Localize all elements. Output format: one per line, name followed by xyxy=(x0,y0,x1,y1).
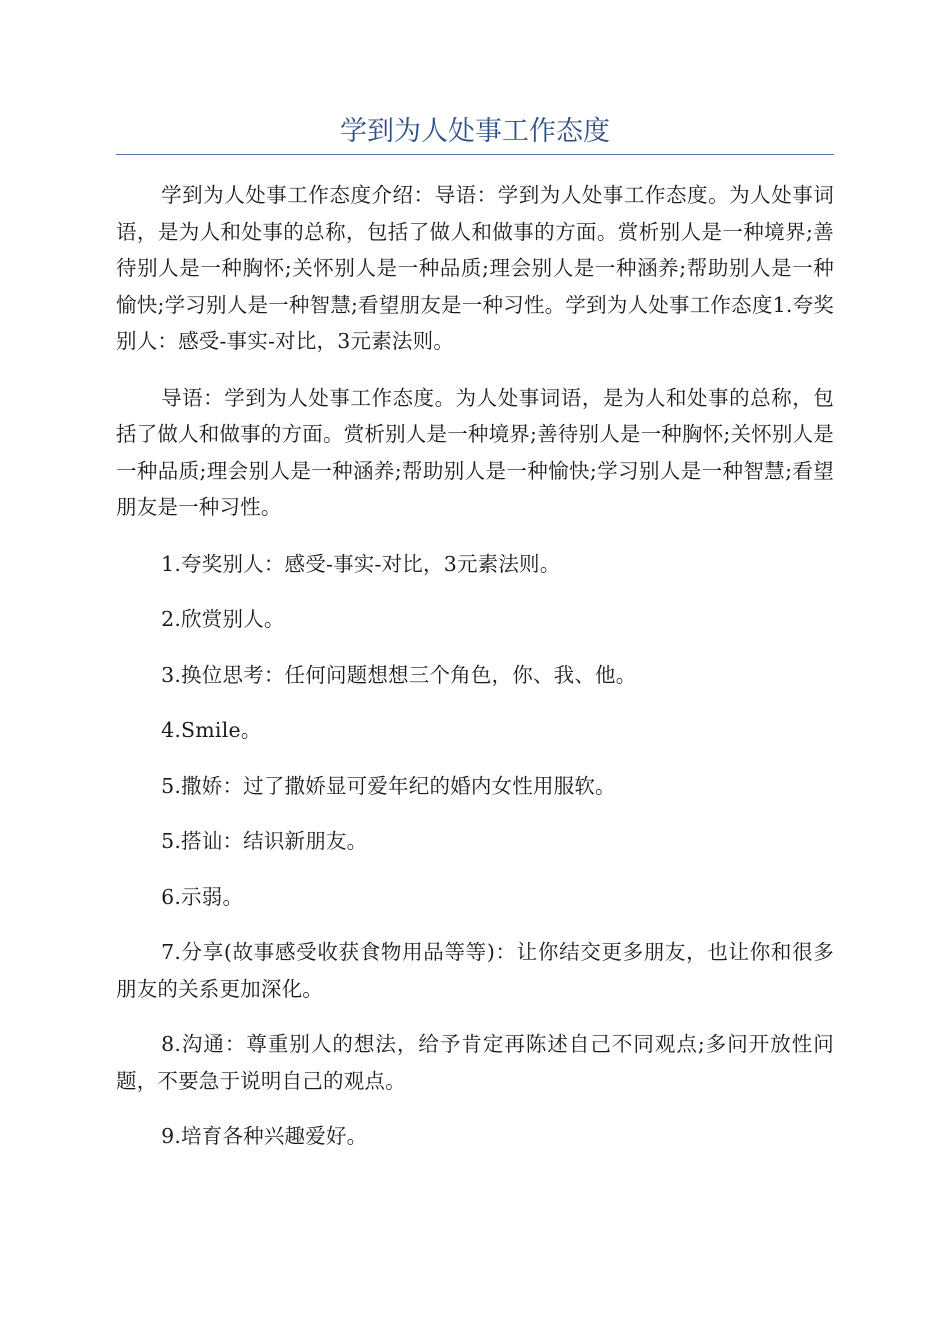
lead-paragraph: 导语：学到为人处事工作态度。为人处事词语，是为人和处事的总称，包括了做人和做事的方面。赏析别人是一种境界;善待别人是一种胸怀;关怀别人是一种品质;理会别人是一种涵养;帮助别人是一种愉快;学习别人是一种智慧;看望朋友是一种习性。 xyxy=(116,385,835,519)
list-item-2: 2.欣赏别人。 xyxy=(161,607,285,631)
document-page xyxy=(116,112,834,1174)
document-body xyxy=(116,177,834,1155)
list-item-5a: 5.撒娇：过了撒娇显可爱年纪的婚内女性用服软。 xyxy=(161,773,616,798)
list-item-3: 3.换位思考：任何问题想想三个角色，你、我、他。 xyxy=(161,662,637,687)
list-item-7: 7.分享(故事感受收获食物用品等等)：让你结交更多朋友，也让你和很多朋友的关系更加深化。 xyxy=(116,940,834,1001)
list-item-1: 1.夸奖别人：感受-事实-对比，3元素法则。 xyxy=(161,551,561,576)
list-item-6: 6.示弱。 xyxy=(161,884,244,909)
document-title: 学到为人处事工作态度 xyxy=(116,112,834,155)
intro-paragraph: 学到为人处事工作态度介绍：导语：学到为人处事工作态度。为人处事词语，是为人和处事的总称，包括了做人和做事的方面。赏析别人是一种境界;善待别人是一种胸怀;关怀别人是一种品质;理会别人是一种涵养;帮助别人是一种愉快;学习别人是一种智慧;看望朋友是一种习性。学到为人处事工作态度1.夸奖别人：感受-事实-对比，3元素法则。 xyxy=(116,183,834,353)
list-item-9: 9.培育各种兴趣爱好。 xyxy=(161,1124,368,1148)
list-item-4: 4.Smile。 xyxy=(161,718,262,742)
list-item-8: 8.沟通：尊重别人的想法，给予肯定再陈述自己不同观点;多问开放性问题，不要急于说明自己的观点。 xyxy=(116,1032,834,1093)
list-item-5b: 5.搭讪：结识新朋友。 xyxy=(161,829,368,853)
